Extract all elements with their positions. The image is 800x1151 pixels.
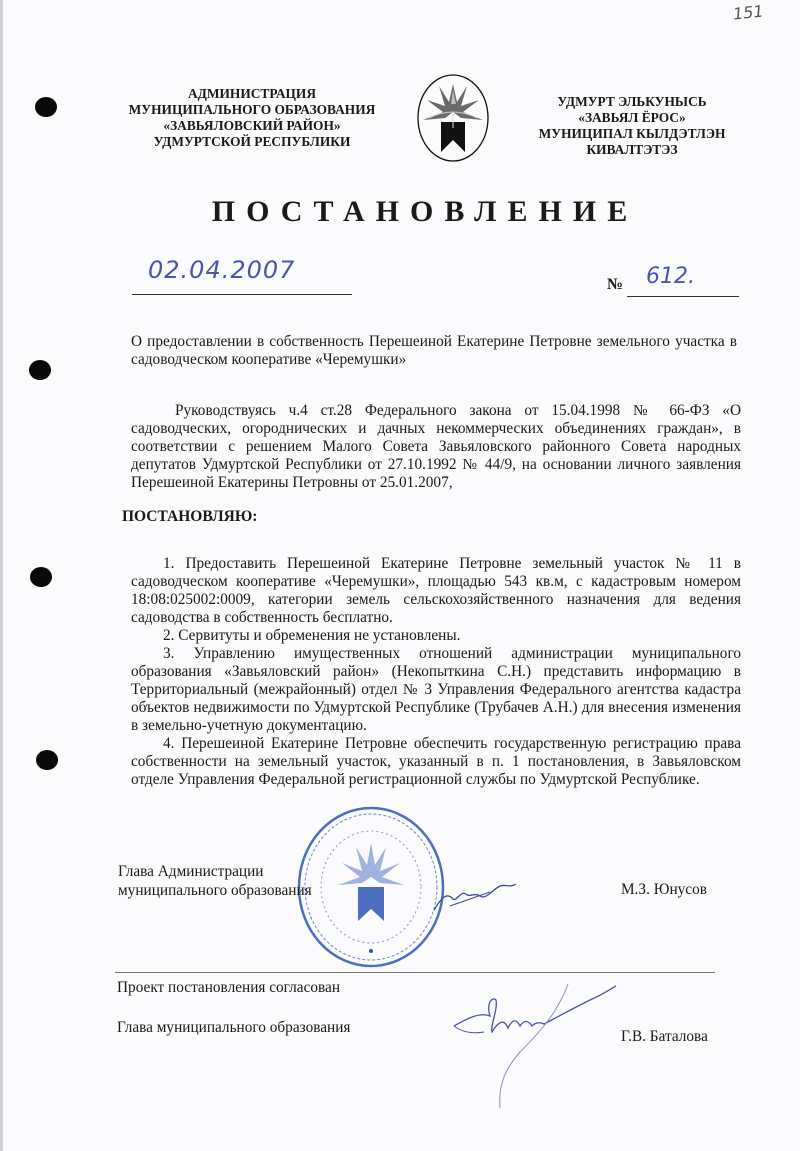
decree-item: 4. Перешеиной Екатерине Петровне обеспечить государственную регистрацию права собственности на земельный участок, указанный в п. 1 постановления, в Завьяловском отделе Управления Федеральной регистрационной службы по Удмуртской Республике.	[131, 735, 741, 788]
decree-item: 2. Сервитуты и обременения не установлены.	[163, 627, 461, 644]
header-right-line: «ЗАВЬЯЛ ЁРОС»	[578, 110, 686, 125]
signatory-title-line: муниципального образования	[118, 882, 312, 899]
header-left-line: МУНИЦИПАЛЬНОГО ОБРАЗОВАНИЯ	[128, 102, 376, 117]
coat-of-arms-logo	[415, 72, 491, 164]
decree-item: 3. Управлению имущественных отношений администрации муниципального образования «Завьяловский район» (Некопыткина С.Н.) представить информацию в Территориальный (межрайонный) отдел № 3 Управления Федерального агентства кадастра объектов недвижимости по Удмуртской Республике (Трубачев А.Н.) для внесения изменения в земельно-учетную документацию.	[131, 645, 741, 734]
punch-hole	[30, 567, 52, 587]
decree-items	[131, 555, 741, 789]
horizontal-divider	[115, 972, 715, 973]
punch-hole	[35, 97, 57, 117]
signatory-title	[118, 862, 312, 900]
header-left-block	[112, 86, 392, 150]
document-subject: О предоставлении в собственность Перешеиной Екатерине Петровне земельного участка в садоводческом кооперативе «Черемушки»	[131, 333, 737, 368]
punch-hole	[29, 360, 51, 380]
header-right-block	[528, 94, 736, 158]
document-date: 02.04.2007	[148, 256, 296, 284]
header-left-line: УДМУРТСКОЙ РЕСПУБЛИКИ	[153, 134, 351, 149]
approver-title: Глава муниципального образования	[117, 1019, 351, 1036]
document-number: 612.	[646, 264, 695, 289]
header-right-line: КИВАЛТЭТЭЗ	[586, 142, 678, 157]
header-left-line: АДМИНИСТРАЦИЯ	[187, 86, 316, 101]
header-right-line: УДМУРТ ЭЛЬКУНЫСЬ	[557, 94, 707, 109]
official-seal	[296, 805, 446, 970]
approval-label: Проект постановления согласован	[117, 979, 341, 996]
document-title: ПОСТАНОВЛЕНИЕ	[211, 195, 639, 228]
number-label: №	[607, 276, 624, 293]
signature-batalova	[440, 982, 620, 1112]
punch-hole	[36, 750, 58, 770]
decree-heading: ПОСТАНОВЛЯЮ:	[122, 508, 258, 525]
approver-name: Г.В. Баталова	[621, 1028, 708, 1045]
signatory-name: М.З. Юнусов	[621, 881, 707, 898]
signatory-title-line: Глава Администрации	[118, 863, 264, 880]
legal-basis-paragraph: Руководствуясь ч.4 ст.28 Федерального закона от 15.04.1998 № 66-ФЗ «О садоводческих, огороднических и дачных некоммерческих объединениях граждан», в соответствии с решением Малого Совета Завьяловского районного Совета народных депутатов Удмуртской Республики от 27.10.1992 № 44/9, на основании личного заявления Перешеиной Екатерины Петровны от 25.01.2007,	[131, 402, 741, 491]
signature-yunusov	[430, 880, 520, 915]
header-left-line: «ЗАВЬЯЛОВСКИЙ РАЙОН»	[163, 118, 341, 133]
page-edge	[0, 0, 3, 1151]
handwritten-page-number: 151	[732, 1, 765, 24]
header-right-line: МУНИЦИПАЛ КЫЛДЭТЛЭН	[538, 126, 726, 141]
decree-item: 1. Предоставить Перешеиной Екатерине Петровне земельный участок № 11 в садоводческом кооперативе «Черемушки», площадью 543 кв.м, с кадастровым номером 18:08:025002:0009, категории земель сельскохозяйственного назначения для ведения садоводства в собственность бесплатно.	[131, 555, 741, 626]
